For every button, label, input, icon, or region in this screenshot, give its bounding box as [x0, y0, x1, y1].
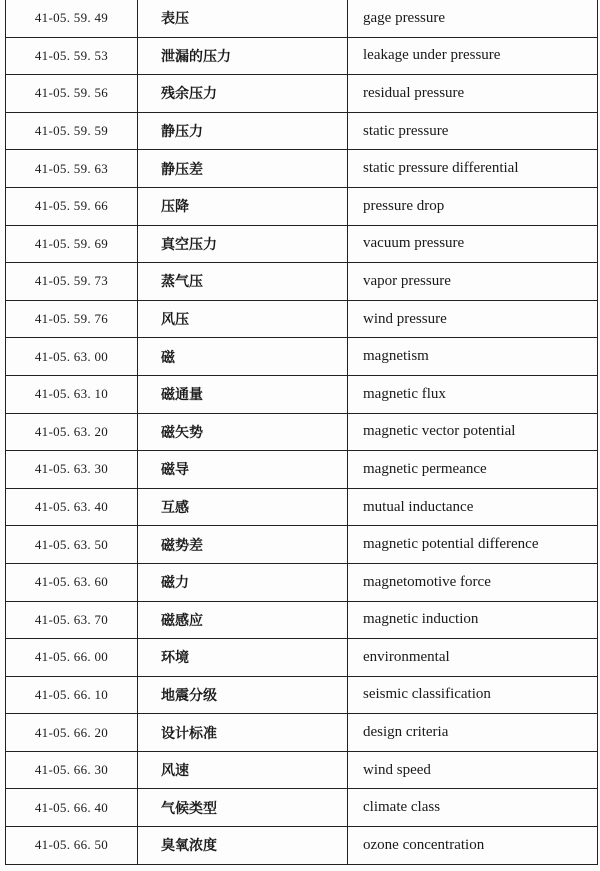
term-code-cell: 41-05. 63. 70 [6, 601, 138, 639]
table-row [6, 225, 598, 263]
english-term-cell: magnetic permeance [348, 451, 598, 489]
table-row [6, 601, 598, 639]
english-term-cell: environmental [348, 639, 598, 677]
chinese-term-cell: 蒸气压 [138, 263, 348, 301]
term-code-cell: 41-05. 63. 40 [6, 488, 138, 526]
table-row [6, 526, 598, 564]
english-term-cell: static pressure [348, 112, 598, 150]
term-code-cell: 41-05. 66. 40 [6, 789, 138, 827]
english-term-cell: vapor pressure [348, 263, 598, 301]
english-term-cell: pressure drop [348, 187, 598, 225]
table-row [6, 751, 598, 789]
english-term-cell: magnetic induction [348, 601, 598, 639]
chinese-term-cell: 真空压力 [138, 225, 348, 263]
chinese-term-cell: 静压差 [138, 150, 348, 188]
term-code-cell: 41-05. 63. 30 [6, 451, 138, 489]
term-code-cell: 41-05. 63. 00 [6, 338, 138, 376]
english-term-cell: wind speed [348, 751, 598, 789]
table-row [6, 827, 598, 865]
table-row [6, 488, 598, 526]
table-row [6, 300, 598, 338]
chinese-term-cell: 磁力 [138, 563, 348, 601]
term-code-cell: 41-05. 59. 76 [6, 300, 138, 338]
english-term-cell: magnetomotive force [348, 563, 598, 601]
chinese-term-cell: 残余压力 [138, 75, 348, 113]
english-term-cell: gage pressure [348, 0, 598, 37]
chinese-term-cell: 设计标准 [138, 714, 348, 752]
english-term-cell: climate class [348, 789, 598, 827]
term-code-cell: 41-05. 66. 10 [6, 676, 138, 714]
glossary-table [5, 0, 598, 865]
english-term-cell: design criteria [348, 714, 598, 752]
table-row [6, 451, 598, 489]
english-term-cell: seismic classification [348, 676, 598, 714]
term-code-cell: 41-05. 59. 59 [6, 112, 138, 150]
term-code-cell: 41-05. 63. 20 [6, 413, 138, 451]
chinese-term-cell: 臭氧浓度 [138, 827, 348, 865]
chinese-term-cell: 磁矢势 [138, 413, 348, 451]
term-code-cell: 41-05. 59. 49 [6, 0, 138, 37]
chinese-term-cell: 地震分级 [138, 676, 348, 714]
english-term-cell: magnetic vector potential [348, 413, 598, 451]
english-term-cell: residual pressure [348, 75, 598, 113]
english-term-cell: ozone concentration [348, 827, 598, 865]
chinese-term-cell: 风压 [138, 300, 348, 338]
term-code-cell: 41-05. 59. 53 [6, 37, 138, 75]
chinese-term-cell: 风速 [138, 751, 348, 789]
table-row [6, 263, 598, 301]
term-code-cell: 41-05. 59. 63 [6, 150, 138, 188]
term-code-cell: 41-05. 63. 10 [6, 375, 138, 413]
chinese-term-cell: 气候类型 [138, 789, 348, 827]
table-row [6, 150, 598, 188]
chinese-term-cell: 泄漏的压力 [138, 37, 348, 75]
table-row [6, 375, 598, 413]
table-row [6, 75, 598, 113]
term-code-cell: 41-05. 66. 20 [6, 714, 138, 752]
chinese-term-cell: 压降 [138, 187, 348, 225]
table-row [6, 413, 598, 451]
english-term-cell: mutual inductance [348, 488, 598, 526]
english-term-cell: wind pressure [348, 300, 598, 338]
table-row [6, 0, 598, 37]
term-code-cell: 41-05. 63. 50 [6, 526, 138, 564]
term-code-cell: 41-05. 66. 00 [6, 639, 138, 677]
table-row [6, 112, 598, 150]
table-row [6, 187, 598, 225]
chinese-term-cell: 磁感应 [138, 601, 348, 639]
english-term-cell: magnetic flux [348, 375, 598, 413]
english-term-cell: static pressure differential [348, 150, 598, 188]
term-code-cell: 41-05. 59. 56 [6, 75, 138, 113]
english-term-cell: magnetic potential difference [348, 526, 598, 564]
term-code-cell: 41-05. 59. 69 [6, 225, 138, 263]
table-row [6, 563, 598, 601]
chinese-term-cell: 磁通量 [138, 375, 348, 413]
english-term-cell: leakage under pressure [348, 37, 598, 75]
table-row [6, 338, 598, 376]
chinese-term-cell: 静压力 [138, 112, 348, 150]
term-code-cell: 41-05. 59. 66 [6, 187, 138, 225]
glossary-table-body [6, 0, 598, 864]
chinese-term-cell: 磁导 [138, 451, 348, 489]
term-code-cell: 41-05. 66. 30 [6, 751, 138, 789]
table-row [6, 639, 598, 677]
chinese-term-cell: 磁 [138, 338, 348, 376]
table-row [6, 676, 598, 714]
term-code-cell: 41-05. 63. 60 [6, 563, 138, 601]
chinese-term-cell: 表压 [138, 0, 348, 37]
chinese-term-cell: 磁势差 [138, 526, 348, 564]
chinese-term-cell: 环境 [138, 639, 348, 677]
chinese-term-cell: 互感 [138, 488, 348, 526]
table-row [6, 789, 598, 827]
table-row [6, 37, 598, 75]
table-row [6, 714, 598, 752]
english-term-cell: magnetism [348, 338, 598, 376]
term-code-cell: 41-05. 59. 73 [6, 263, 138, 301]
english-term-cell: vacuum pressure [348, 225, 598, 263]
term-code-cell: 41-05. 66. 50 [6, 827, 138, 865]
